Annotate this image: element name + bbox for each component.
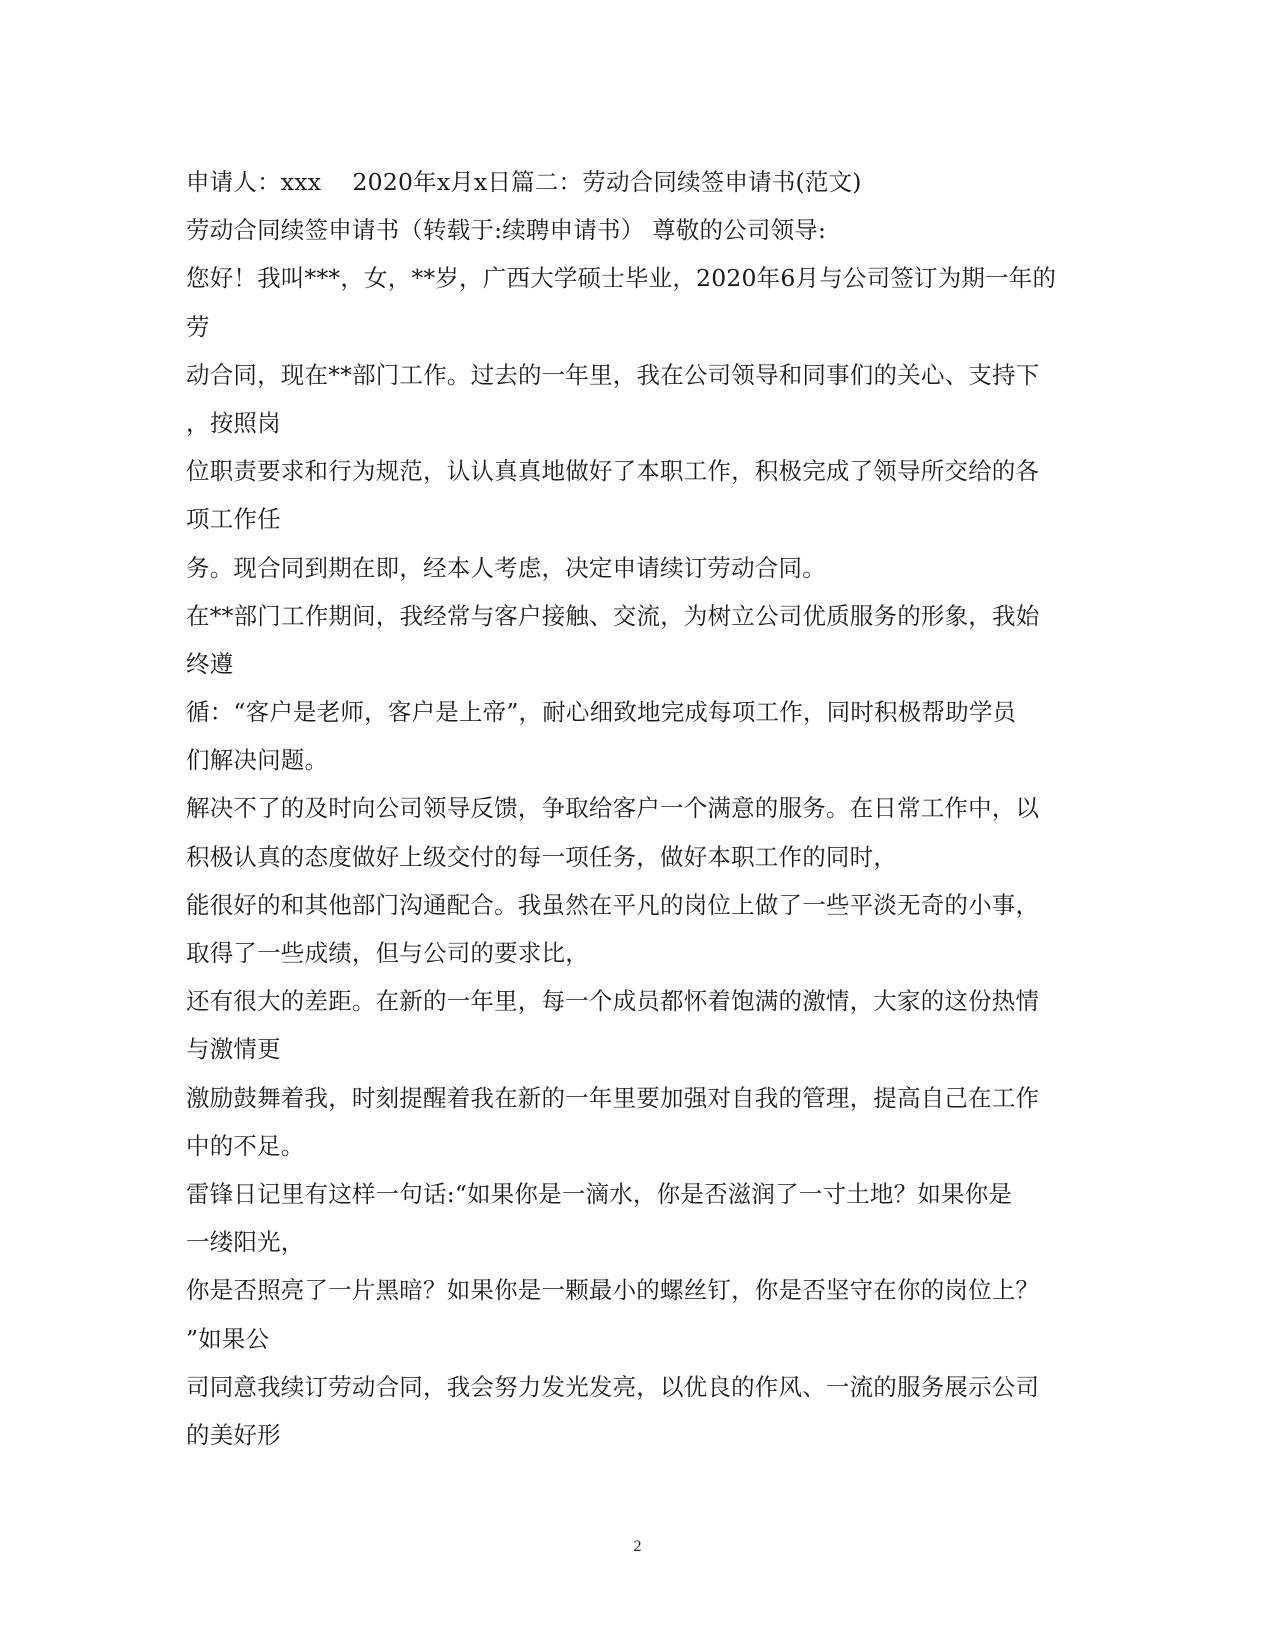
text-line: ，按照岗 [186, 408, 281, 437]
text-line: 积极认真的态度做好上级交付的每一项任务，做好本职工作的同时， [186, 842, 897, 871]
text-line: 动合同，现在**部门工作。过去的一年里，我在公司领导和同事们的关心、支持下 [186, 360, 1040, 389]
text-line: 循：“客户是老师，客户是上帝”，耐心细致地完成每项工作，同时积极帮助学员 [186, 698, 1017, 727]
text-line: 取得了一些成绩，但与公司的要求比， [186, 939, 589, 967]
text-line: ”如果公 [186, 1324, 270, 1353]
text-line: 雷锋日记里有这样一句话:“如果你是一滴水，你是否滋润了一寸土地？如果你是 [186, 1179, 1013, 1208]
text-line: 一缕阳光， [186, 1228, 305, 1257]
page-number: 2 [633, 1538, 642, 1555]
text-line: 能很好的和其他部门沟通配合。我虽然在平凡的岗位上做了一些平淡无奇的小事， [186, 890, 1040, 919]
text-line: 们解决问题。 [186, 746, 329, 775]
text-line: 中的不足。 [186, 1131, 305, 1160]
text-line: 解决不了的及时向公司领导反馈，争取给客户一个满意的服务。在日常工作中，以 [186, 794, 1040, 823]
text-line: 的美好形 [186, 1420, 281, 1449]
document-body [186, 158, 1086, 1459]
text-line: 你是否照亮了一片黑暗？如果你是一颗最小的螺丝钉，你是否坚守在你的岗位上？ [186, 1276, 1040, 1305]
text-line: 还有很大的差距。在新的一年里，每一个成员都怀着饱满的激情，大家的这份热情 [186, 987, 1040, 1016]
text-line: 终遵 [186, 649, 234, 678]
text-line: 与激情更 [186, 1035, 281, 1064]
text-line: 司同意我续订劳动合同，我会努力发光发亮，以优良的作风、一流的服务展示公司 [186, 1372, 1040, 1401]
text-line: 位职责要求和行为规范，认认真真地做好了本职工作，积极完成了领导所交给的各 [186, 457, 1040, 486]
text-line: 务。现合同到期在即，经本人考虑，决定申请续订劳动合同。 [186, 553, 826, 582]
text-line: 项工作任 [186, 505, 281, 534]
text-line: 激励鼓舞着我，时刻提醒着我在新的一年里要加强对自我的管理，提高自己在工作 [186, 1083, 1040, 1112]
text-line: 申请人：xxx 2020年x月x日篇二：劳动合同续签申请书(范文) [186, 168, 862, 196]
text-line: 在**部门工作期间，我经常与客户接触、交流，为树立公司优质服务的形象，我始 [186, 601, 1040, 630]
text-line: 劳动合同续签申请书（转载于:续聘申请书） 尊敬的公司领导: [186, 216, 827, 245]
text-line: 劳 [186, 312, 210, 341]
text-line: 您好！我叫***，女，**岁，广西大学硕士毕业，2020年6月与公司签订为期一年的 [186, 264, 1057, 293]
